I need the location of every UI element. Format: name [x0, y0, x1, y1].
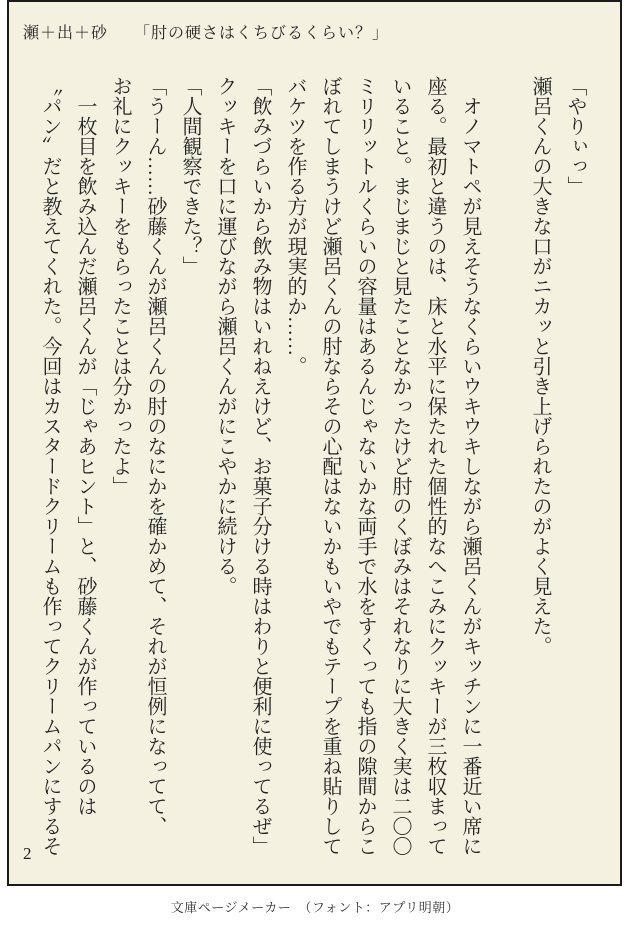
text-line [487, 76, 522, 860]
text-line: 一枚目を飲み込んだ瀬呂くんが「じゃあヒント」と、砂藤くんが作っているのは [74, 76, 96, 816]
text-line: クッキーを口に運びながら瀬呂くんがにこやかに続ける。 [214, 76, 236, 596]
text-line: バケツを作る方が現実的か……。 [284, 76, 306, 376]
text-line: 「人間観察できた？」 [179, 76, 201, 276]
body-text [32, 76, 592, 860]
text-line: ぼれてしまうけど瀬呂くんの肘ならその心配はないかもいやでもテープを重ね貼りして [319, 76, 341, 856]
text-line: 瀬呂くんの大きな口がニカッと引き上げられたのがよく見えた。 [529, 76, 551, 656]
text-line: 〝パン〟だと教えてくれた。今回はカスタードクリームも作ってクリームパンにするそ [39, 76, 61, 856]
page-header-title: 瀬＋出＋砂 「肘の硬さはくちびるくらい？」 [23, 25, 390, 42]
footer-caption: 文庫ページメーカー （フォント：アプリ明朝） [170, 900, 460, 915]
text-line: 「飲みづらいから飲み物はいれねえけど、お菓子分ける時はわりと便利に使ってるぜ」 [249, 76, 271, 856]
text-line: いること。まじまじと見たことなかったけど肘のくぼみはそれなりに大きく実は二〇〇 [389, 76, 411, 856]
text-line: ミリリットルくらいの容量はあるんじゃないかな両手で水をすくっても指の隙間からこ [354, 76, 376, 856]
text-line: オノマトペが見えそうなくらいウキウキしながら瀬呂くんがキッチンに一番近い席に [459, 76, 481, 856]
book-page [7, 0, 622, 886]
text-line: お礼にクッキーをもらったことは分かったよ」 [109, 76, 131, 496]
text-line: 座る。最初と違うのは、床と水平に保たれた個性的なへこみにクッキーが三枚収まって [424, 76, 446, 856]
page-number: 2 [23, 844, 32, 863]
text-line: 「やりぃっ」 [564, 76, 586, 196]
text-line: 「うーん……砂藤くんが瀬呂くんの肘のなにかを確かめて、それが恒例になってて、 [144, 76, 166, 836]
